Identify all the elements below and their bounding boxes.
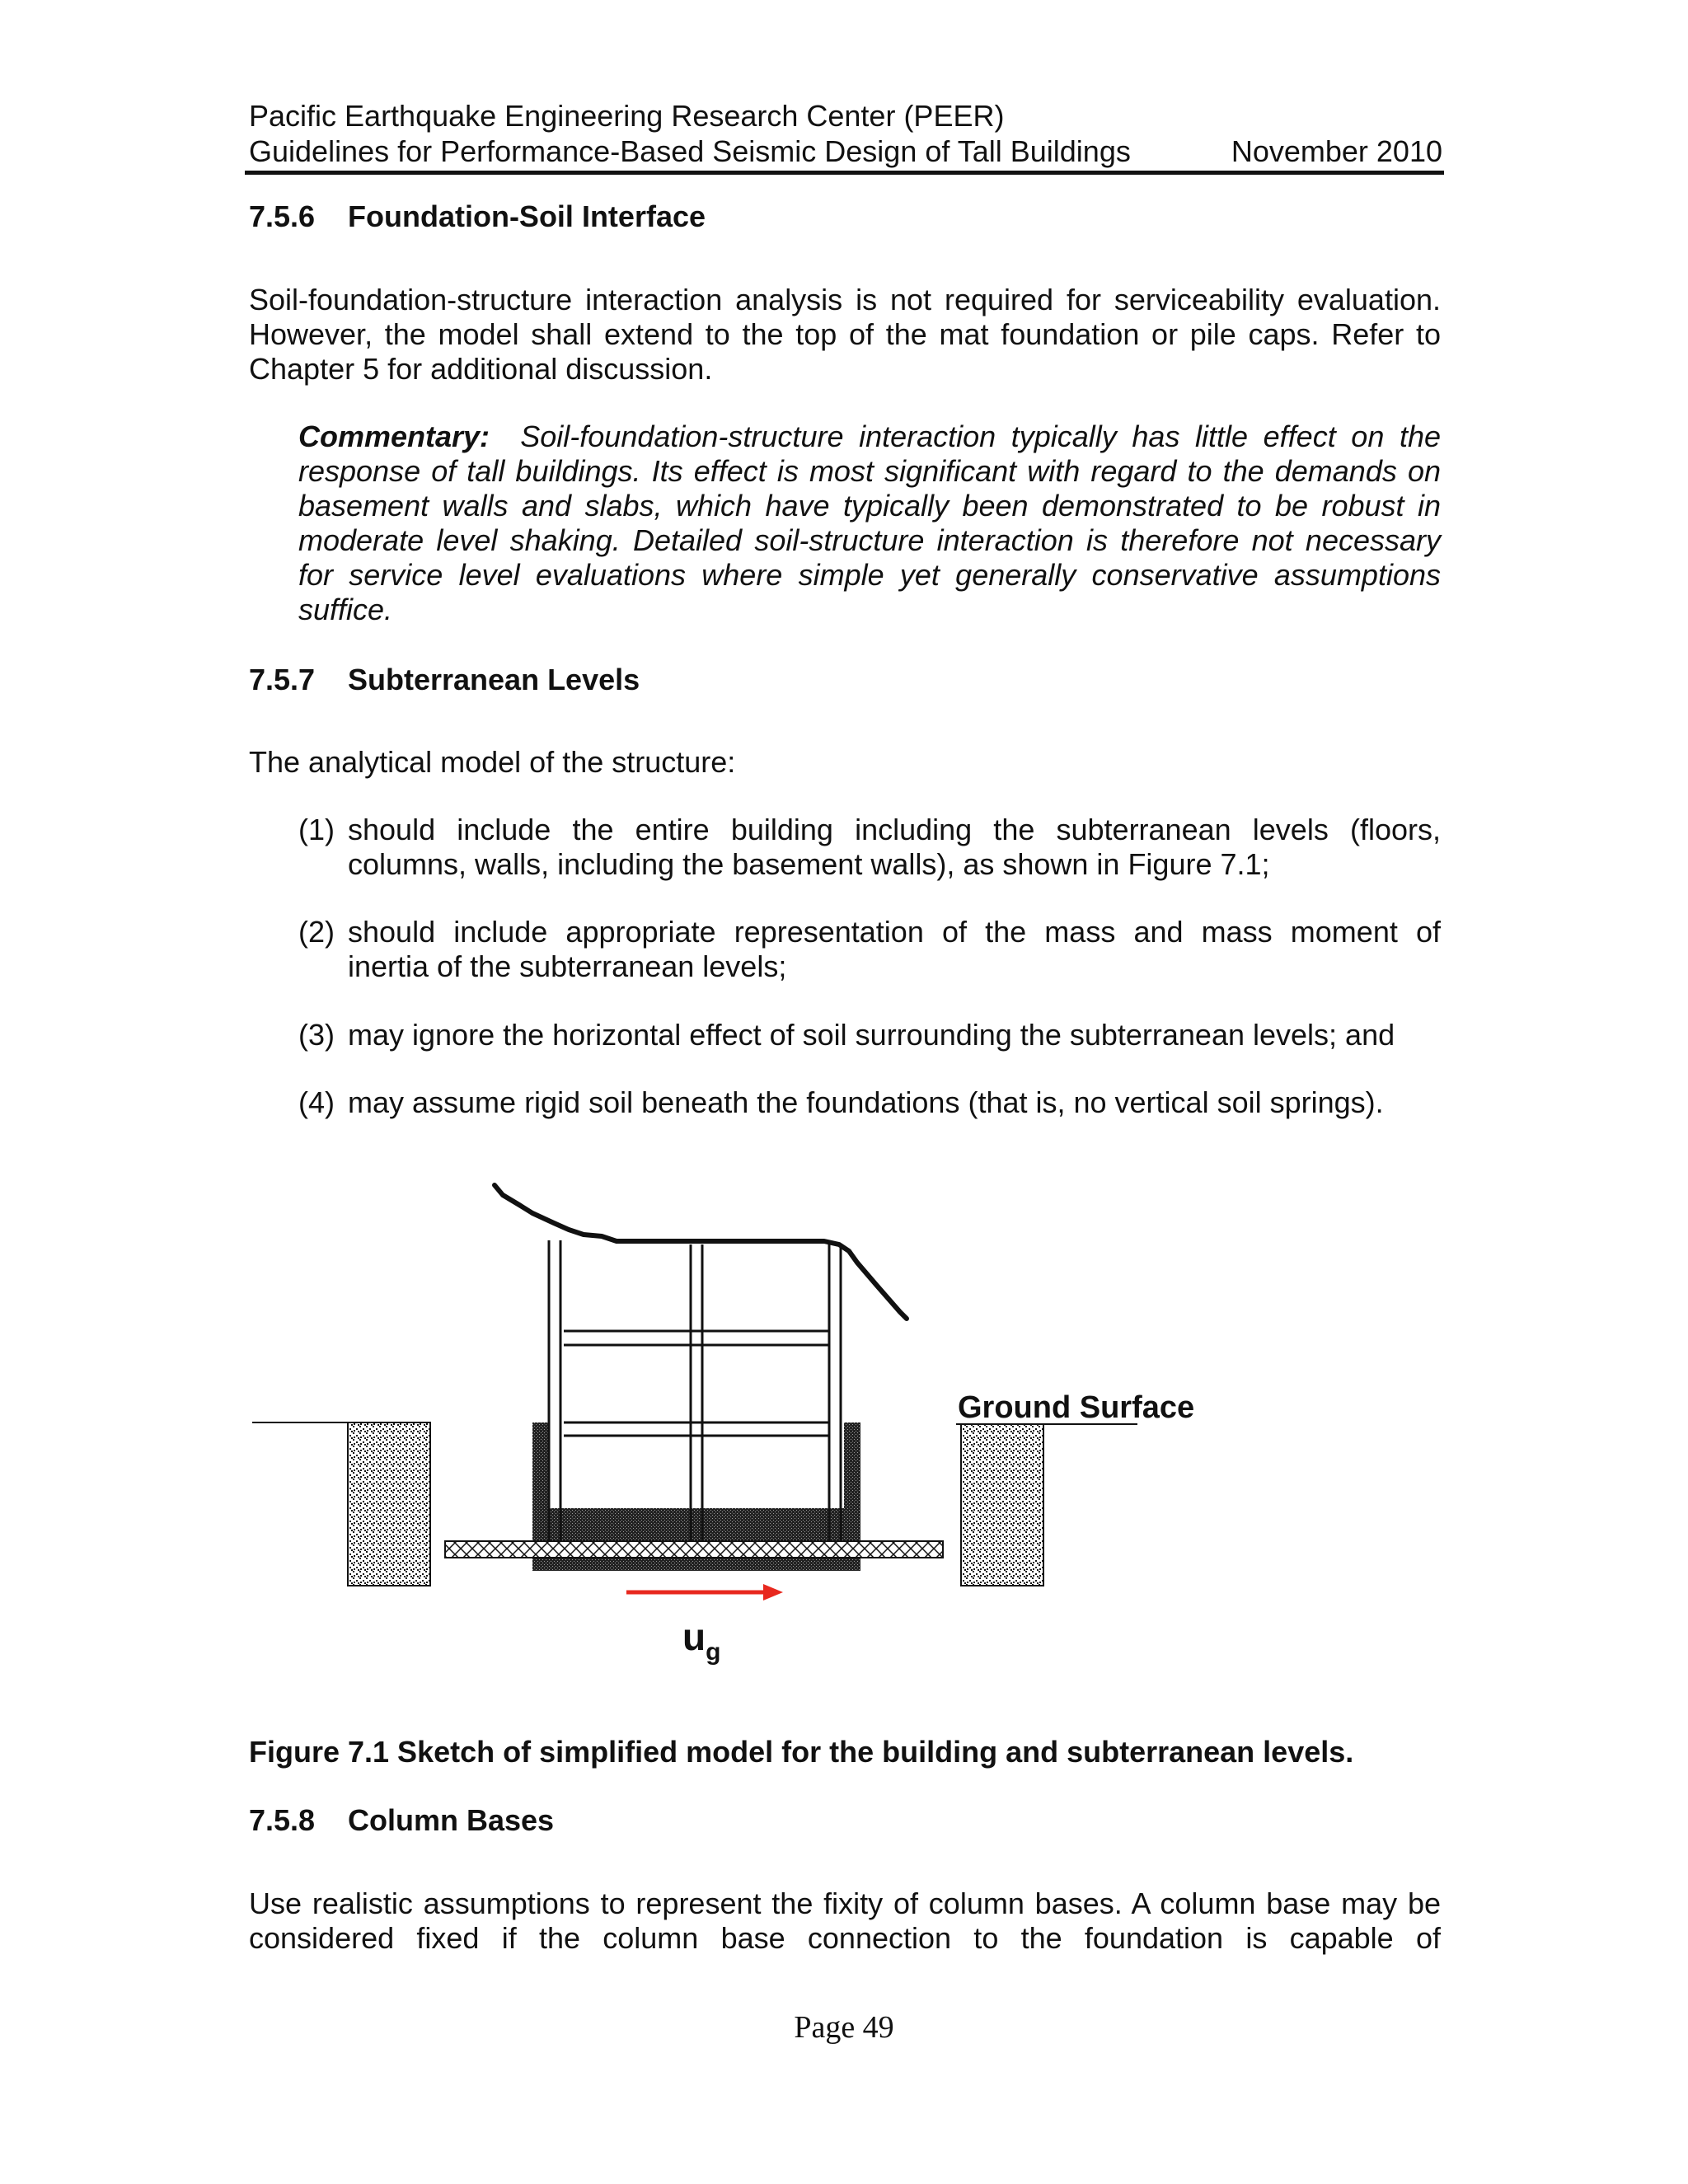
section-title: Column Bases (348, 1803, 555, 1837)
text-line: response of tall buildings. Its effect is most significant with regard to the demands on (298, 454, 1441, 488)
section-title: Subterranean Levels (348, 663, 640, 696)
figure-7-1-sketch (247, 1162, 1220, 1706)
list-item (298, 915, 1441, 984)
soil-block-left (348, 1422, 430, 1586)
header-title-line (249, 134, 1442, 169)
section-heading-7-5-7 (249, 663, 640, 697)
list-item-number: (4) (298, 1085, 335, 1119)
ground-motion-label (682, 1615, 720, 1666)
soil-block-right (961, 1424, 1043, 1586)
commentary-label: Commentary: (298, 419, 490, 453)
section-heading-7-5-8 (249, 1803, 554, 1838)
header-date: November 2010 (1231, 134, 1442, 168)
text-line: considered fixed if the column base connection to the foundation is capable of (249, 1921, 1441, 1955)
top-break-line (495, 1185, 907, 1319)
header-title: Guidelines for Performance-Based Seismic Design of Tall Buildings (249, 134, 1131, 168)
basement-void (554, 1426, 839, 1508)
list-item-number: (1) (298, 813, 335, 846)
text-line: However, the model shall extend to the top of the mat foundation or pile caps. Refer to (249, 317, 1441, 351)
commentary-line-1 (298, 419, 1441, 454)
list-item (298, 1018, 1441, 1052)
list-item (298, 813, 1441, 882)
text-line: moderate level shaking. Detailed soil-structure interaction is therefore not necessary (298, 523, 1441, 557)
text-line: Soil-foundation-structure interaction analysis is not required for serviceability evaluation. (249, 283, 1441, 316)
text-line: suffice. (298, 593, 393, 626)
text-line: may assume rigid soil beneath the foundations (that is, no vertical soil springs). (348, 1085, 1384, 1119)
paragraph-7-5-6 (249, 283, 1441, 387)
text-line: inertia of the subterranean levels; (348, 949, 787, 983)
text-line: may ignore the horizontal effect of soil surrounding the subterranean levels; and (348, 1018, 1395, 1052)
section-title: Foundation-Soil Interface (348, 199, 706, 233)
section-heading-7-5-6 (249, 199, 706, 234)
list-item-number: (3) (298, 1018, 335, 1052)
paragraph-7-5-8 (249, 1886, 1441, 1956)
figure-caption: Figure 7.1 Sketch of simplified model for the building and subterranean levels. (249, 1735, 1354, 1769)
text-line: Use realistic assumptions to represent the fixity of column bases. A column base may be (249, 1886, 1441, 1920)
text-line: basement walls and slabs, which have typically been demonstrated to be robust in (298, 489, 1441, 523)
motion-subscript: g (706, 1638, 721, 1666)
motion-symbol: u (682, 1615, 706, 1658)
section-number: 7.5.6 (249, 199, 316, 233)
text-line: Soil-foundation-structure interaction typically has little effect on the (520, 419, 1441, 453)
section-number: 7.5.8 (249, 1803, 316, 1837)
text-line: should include the entire building including the subterranean levels (floors, (348, 813, 1441, 846)
text-line: Chapter 5 for additional discussion. (249, 352, 713, 386)
commentary-block (298, 419, 1441, 627)
header-rule (245, 171, 1444, 175)
header-org: Pacific Earthquake Engineering Research Center (PEER) (249, 99, 1005, 133)
ground-motion-arrowhead (763, 1584, 783, 1601)
paragraph-7-5-7-intro: The analytical model of the structure: (249, 745, 736, 779)
basement-slab (532, 1508, 860, 1571)
section-number: 7.5.7 (249, 663, 316, 696)
list-item (298, 1085, 1441, 1120)
foundation-support (445, 1541, 943, 1558)
text-line: columns, walls, including the basement walls), as shown in Figure 7.1; (348, 847, 1270, 881)
page-number: Page 49 (794, 2010, 894, 2045)
list-item-number: (2) (298, 915, 335, 949)
text-line: should include appropriate representation of the mass and mass moment of (348, 915, 1441, 949)
ground-surface-label: Ground Surface (958, 1390, 1195, 1425)
text-line: for service level evaluations where simple yet generally conservative assumptions (298, 558, 1441, 592)
